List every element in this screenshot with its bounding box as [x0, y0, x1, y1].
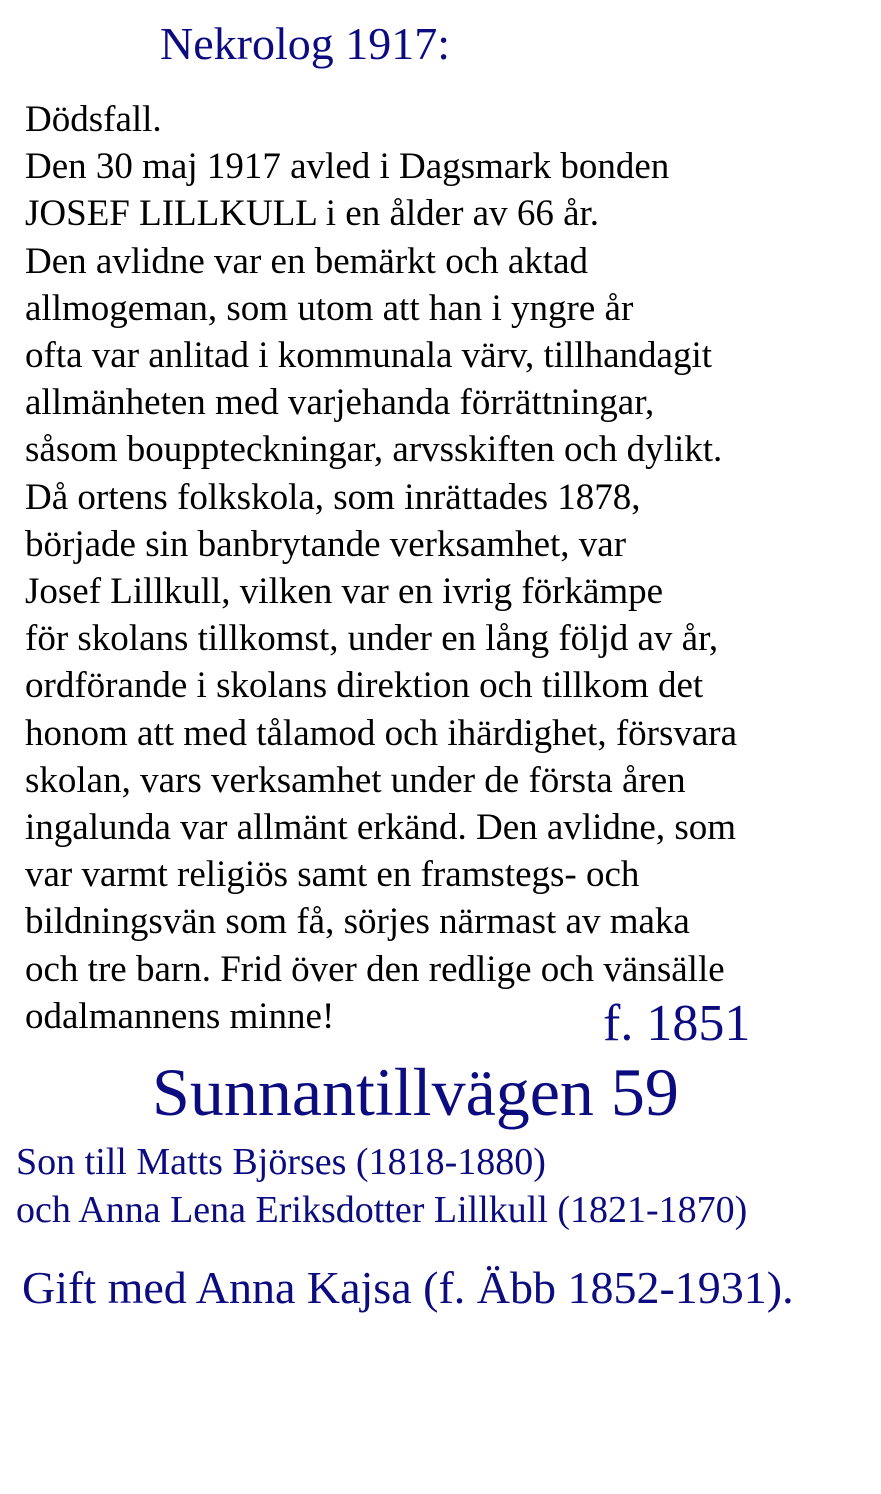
obituary-line: för skolans tillkomst, under en lång följd av år, — [25, 618, 719, 660]
obituary-line: Dödsfall. — [25, 99, 162, 140]
obituary-line: var varmt religiös samt en framstegs- och — [25, 854, 640, 896]
obituary-line: skolan, vars verksamhet under de första åren — [25, 759, 686, 801]
parents-info — [16, 1138, 747, 1234]
obituary-line: Då ortens folkskola, som inrättades 1878, — [25, 476, 641, 518]
address-heading: Sunnantillvägen 59 — [152, 1054, 679, 1130]
obituary-line: bildningsvän som få, sörjes närmast av maka — [25, 901, 690, 943]
parents-line-mother: och Anna Lena Eriksdotter Lillkull (1821-1870) — [16, 1189, 748, 1231]
obituary-line: såsom bouppteckningar, arvsskiften och dylikt. — [25, 429, 723, 471]
obituary-line: JOSEF LILLKULL i en ålder av 66 år. — [25, 193, 600, 235]
obituary-line: odalmannens minne! — [25, 995, 335, 1037]
marriage-info: Gift med Anna Kajsa (f. Äbb 1852-1931). — [22, 1262, 794, 1313]
obituary-line: Den 30 maj 1917 avled i Dagsmark bonden — [25, 146, 670, 188]
obituary-line: honom att med tålamod och ihärdighet, försvara — [25, 712, 738, 754]
obituary-line: började sin banbrytande verksamhet, var — [25, 523, 627, 565]
obituary-line: ofta var anlitad i kommunala värv, tillhandagit — [25, 335, 713, 377]
obituary-line: och tre barn. Frid över den redlige och vänsälle — [25, 948, 725, 990]
obituary-line: allmogeman, som utom att han i yngre år — [25, 287, 634, 329]
page-title: Nekrolog 1917: — [160, 18, 451, 69]
obituary-text — [25, 96, 875, 1040]
parents-line-father: Son till Matts Björses (1818-1880) — [16, 1141, 546, 1183]
obituary-line: allmänheten med varjehanda förrättningar, — [25, 382, 655, 424]
obituary-line: ordförande i skolans direktion och tillkom det — [25, 665, 704, 707]
obituary-line: Den avlidne var en bemärkt och aktad — [25, 240, 588, 282]
birth-year: f. 1851 — [603, 995, 751, 1052]
obituary-line: Josef Lillkull, vilken var en ivrig förkämpe — [25, 571, 664, 613]
obituary-line: ingalunda var allmänt erkänd. Den avlidne, som — [25, 807, 737, 849]
